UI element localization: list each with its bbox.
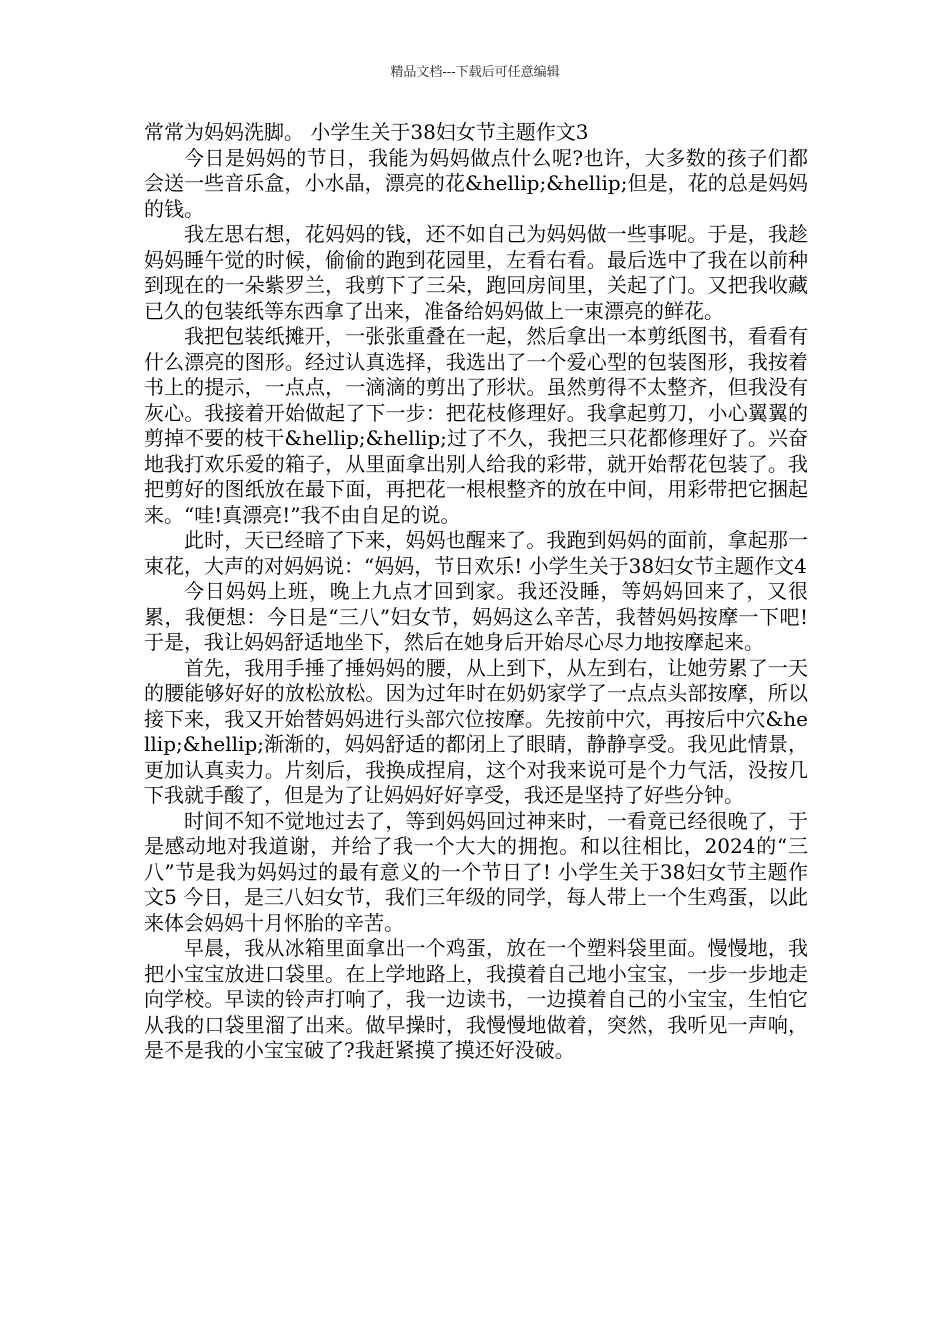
paragraph: 我把包装纸摊开，一张张重叠在一起，然后拿出一本剪纸图书，看看有什么漂亮的图形。经过认真选择，我选出了一个爱心型的包装图形，我按着书上的提示，一点点，一滴滴的剪出了形状。虽然剪得不太整齐，但我没有灰心。我接着开始做起了下一步：把花枝修理好。我拿起剪刀，小心翼翼的剪掉不要的枝干&hellip;&hellip;过了不久，我把三只花都修理好了。兴奋地我打欢乐爱的箱子，从里面拿出别人给我的彩带，就开始帮花包装了。我把剪好的图纸放在最下面，再把花一根根整齐的放在中间，用彩带把它捆起来。“哇!真漂亮!”我不由自足的说。 bbox=[144, 324, 808, 527]
paragraph: 今日妈妈上班，晚上九点才回到家。我还没睡，等妈妈回来了，又很累，我便想：今日是“三八”妇女节，妈妈这么辛苦，我替妈妈按摩一下吧!于是，我让妈妈舒适地坐下，然后在她身后开始尽心尽力地按摩起来。 bbox=[144, 579, 808, 654]
paragraph: 今日是妈妈的节日，我能为妈妈做点什么呢?也许，大多数的孩子们都会送一些音乐盒，小水晶，漂亮的花&hellip;&hellip;但是，花的总是妈妈的钱。 bbox=[144, 145, 808, 221]
paragraph: 常常为妈妈洗脚。 小学生关于38妇女节主题作文3 bbox=[144, 120, 589, 144]
paragraph: 我左思右想，花妈妈的钱，还不如自己为妈妈做一些事呢。于是，我趁妈妈睡午觉的时候，偷偷的跑到花园里，左看右看。最后选中了我在以前种到现在的一朵紫罗兰，我剪下了三朵，跑回房间里，关起了门。又把我收藏已久的包装纸等东西拿了出来，准备给妈妈做上一束漂亮的鲜花。 bbox=[144, 222, 808, 323]
document-body bbox=[144, 120, 808, 1064]
paragraph: 时间不知不觉地过去了，等到妈妈回过神来时，一看竟已经很晚了，于是感动地对我道谢，并给了我一个大大的拥抱。和以往相比，2024的“三八”节是我为妈妈过的最有意义的一个节日了! 小学生关于38妇女节主题作文5 今日，是三八妇女节，我们三年级的同学，每人带上一个生鸡蛋，以此来体会妈妈十月怀胎的辛苦。 bbox=[144, 808, 808, 935]
paragraph: 首先，我用手捶了捶妈妈的腰，从上到下，从左到右，让她劳累了一天的腰能够好好的放松放松。因为过年时在奶奶家学了一点点头部按摩，所以接下来，我又开始替妈妈进行头部穴位按摩。先按前中穴，再按后中穴&hellip;&hellip;渐渐的，妈妈舒适的都闭上了眼睛，静静享受。我见此情景，更加认真卖力。片刻后，我换成捏肩，这个对我来说可是个力气活，没按几下我就手酸了，但是为了让妈妈好好享受，我还是坚持了好些分钟。 bbox=[144, 655, 808, 807]
paragraph: 早晨，我从冰箱里面拿出一个鸡蛋，放在一个塑料袋里面。慢慢地，我把小宝宝放进口袋里。在上学地路上，我摸着自己地小宝宝，一步一步地走向学校。早读的铃声打响了，我一边读书，一边摸着自己的小宝宝，生怕它从我的口袋里溜了出来。做早操时，我慢慢地做着，突然，我听见一声响，是不是我的小宝宝破了?我赶紧摸了摸还好没破。 bbox=[144, 936, 808, 1062]
paragraph: 此时，天已经暗了下来，妈妈也醒来了。我跑到妈妈的面前，拿起那一束花，大声的对妈妈说：“妈妈，节日欢乐! 小学生关于38妇女节主题作文4 bbox=[144, 528, 808, 578]
page-header: 精品文档---下载后可任意编辑 bbox=[390, 65, 560, 80]
